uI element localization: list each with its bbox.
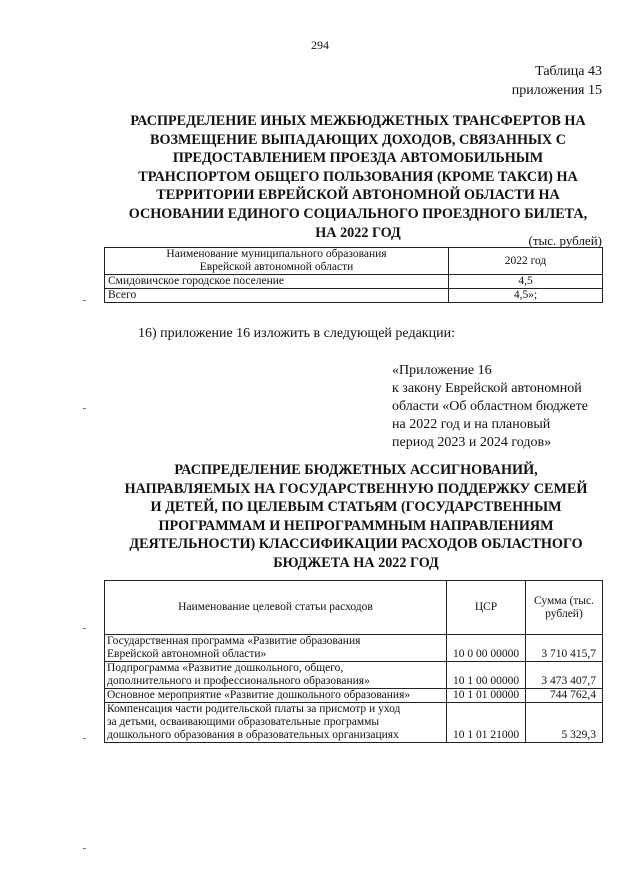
heading-line: НАПРАВЛЯЕМЫХ НА ГОСУДАРСТВЕННУЮ ПОДДЕРЖКУ СЕМЕЙ: [124, 480, 588, 497]
table-row: [105, 703, 603, 743]
cell-value: 4,5: [449, 275, 603, 289]
header-target-article: Наименование целевой статьи расходов: [105, 581, 447, 635]
units-label: (тыс. рублей): [528, 233, 602, 248]
header-text: рублей): [545, 607, 583, 620]
header-year: 2022 год: [449, 248, 603, 275]
cell-code: 10 1 01 21000: [447, 703, 526, 743]
heading-line: ВОЗМЕЩЕНИЕ ВЫПАДАЮЩИХ ДОХОДОВ, СВЯЗАННЫХ С: [150, 131, 566, 148]
appendix-line: на 2022 год и на плановый: [392, 417, 551, 432]
appendix-line: «Приложение 16: [392, 363, 492, 378]
heading-line: РАСПРЕДЕЛЕНИЕ ИНЫХ МЕЖБЮДЖЕТНЫХ ТРАНСФЕРТОВ НА: [130, 113, 586, 129]
cell-text: Государственная программа «Развитие образования: [107, 635, 361, 647]
heading-line: НА 2022 ГОД: [315, 224, 401, 241]
cell-text: Основное мероприятие «Развитие дошкольного образования»: [107, 689, 411, 701]
transfers-table: [104, 247, 603, 303]
cell-name: Всего: [105, 289, 449, 303]
heading-line: ПРЕДОСТАВЛЕНИЕМ ПРОЕЗДА АВТОМОБИЛЬНЫМ: [172, 150, 544, 167]
appendix-line: к закону Еврейской автономной: [392, 381, 582, 396]
cell-name: [105, 662, 447, 689]
header-text: Еврейской автономной области: [199, 261, 354, 273]
amendment-paragraph: 16) приложение 16 изложить в следующей редакции:: [138, 326, 455, 341]
cell-sum: 3 473 407,7: [526, 662, 603, 689]
heading-line: ТЕРРИТОРИИ ЕВРЕЙСКОЙ АВТОНОМНОЙ ОБЛАСТИ НА: [156, 187, 560, 204]
table-row: [105, 635, 603, 662]
table-label: [512, 62, 602, 100]
header-text: Наименование муниципального образования: [166, 248, 387, 260]
cell-text: за детьми, осваивающими образовательные программы: [107, 716, 380, 728]
allocations-table: [104, 580, 603, 743]
cell-text: дошкольного образования в образовательных организациях: [107, 729, 399, 741]
scan-margin-mark: [83, 408, 86, 409]
cell-code: 10 1 00 00000: [447, 662, 526, 689]
cell-sum: 5 329,3: [526, 703, 603, 743]
header-sum: [526, 581, 603, 635]
cell-text: дополнительного и профессионального образования»: [107, 675, 370, 687]
heading-line: ОСНОВАНИИ ЕДИНОГО СОЦИАЛЬНОГО ПРОЕЗДНОГО БИЛЕТА,: [128, 205, 588, 222]
appendix-line: области «Об областном бюджете: [392, 399, 588, 414]
cell-name: [105, 689, 447, 703]
cell-sum: 744 762,4: [526, 689, 603, 703]
table-row: [105, 289, 603, 303]
table-header-row: [105, 248, 603, 275]
page-number: 294: [311, 38, 329, 52]
table-label-number: Таблица 43: [535, 64, 602, 79]
cell-text: Компенсация части родительской платы за присмотр и уход: [107, 703, 401, 715]
scan-margin-mark: [83, 628, 86, 629]
header-code: ЦСР: [447, 581, 526, 635]
scan-margin-mark: [83, 738, 86, 739]
heading-line: ТРАНСПОРТОМ ОБЩЕГО ПОЛЬЗОВАНИЯ (КРОМЕ ТАКСИ) НА: [138, 168, 578, 185]
cell-name: Смидовичское городское поселение: [105, 275, 449, 289]
cell-name: [105, 635, 447, 662]
table-row: [105, 275, 603, 289]
heading-line: ПРОГРАММАМ И НЕПРОГРАММНЫМ НАПРАВЛЕНИЯМ: [158, 517, 554, 534]
heading-line: И ДЕТЕЙ, ПО ЦЕЛЕВЫМ СТАТЬЯМ (ГОСУДАРСТВЕННЫМ: [150, 499, 562, 516]
table-row: [105, 689, 603, 703]
scan-margin-mark: [83, 848, 86, 849]
cell-value: 4,5»;: [449, 289, 603, 303]
cell-code: 10 0 00 00000: [447, 635, 526, 662]
heading-line: БЮДЖЕТА НА 2022 ГОД: [273, 554, 439, 571]
table-row: [105, 662, 603, 689]
cell-text: Подпрограмма «Развитие дошкольного, общего,: [107, 662, 344, 674]
scan-margin-mark: [83, 300, 86, 301]
appendix-reference: [392, 362, 602, 452]
header-municipality: [105, 248, 449, 275]
cell-code: 10 1 01 00000: [447, 689, 526, 703]
cell-sum: 3 710 415,7: [526, 635, 603, 662]
cell-name: [105, 703, 447, 743]
section2-heading: [100, 461, 612, 573]
appendix-line: период 2023 и 2024 годов»: [392, 435, 552, 450]
heading-line: РАСПРЕДЕЛЕНИЕ БЮДЖЕТНЫХ АССИГНОВАНИЙ,: [174, 462, 538, 478]
table-label-appendix: приложения 15: [511, 83, 602, 98]
cell-text: Еврейской автономной области»: [107, 648, 267, 660]
section1-heading: [104, 112, 612, 242]
header-text: Сумма (тыс.: [534, 594, 594, 607]
heading-line: ДЕЯТЕЛЬНОСТИ) КЛАССИФИКАЦИИ РАСХОДОВ ОБЛАСТНОГО: [129, 536, 583, 553]
table-header-row: [105, 581, 603, 635]
